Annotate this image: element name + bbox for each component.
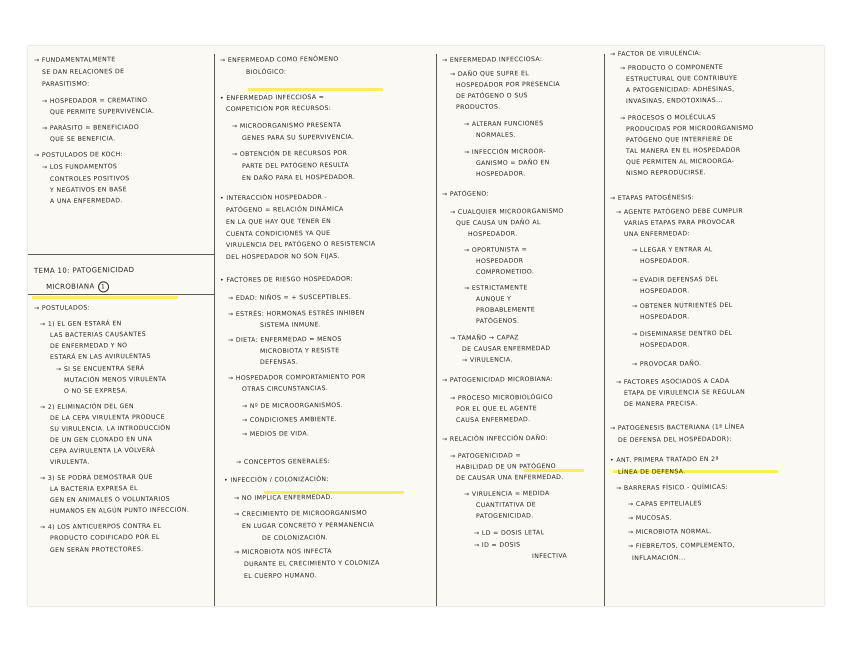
note-line: → INFECCIÓN MICROOR- [463, 148, 546, 156]
note-line: → LD = DOSIS LETAL [473, 529, 545, 537]
note-line: CUANTITATIVA DE [475, 501, 536, 509]
note-line: → POSTULADOS: [33, 304, 91, 312]
note-line: → MUCOSAS. [627, 514, 672, 522]
note-line: VARIAS ETAPAS PARA PROVOCAR [623, 218, 736, 227]
note-line: → DIETA: ENFERMEDAD = MENOS [227, 335, 342, 344]
note-line: CAUSA ENFERMEDAD. [455, 416, 531, 424]
note-line: → FACTORES ASOCIADOS A CADA [615, 377, 730, 386]
note-line: → PATÓGENO: [441, 190, 489, 198]
column-divider [604, 54, 605, 606]
note-line: • FACTORES DE RIESGO HOSPEDADOR: [219, 275, 354, 284]
note-line: → PATOGENICIDAD MICROBIANA: [441, 375, 554, 384]
note-line: → OBTENCIÓN DE RECURSOS POR [231, 149, 348, 158]
note-line: DE CAUSAR UNA ENFERMEDAD. [455, 473, 564, 482]
note-line: POR EL QUE EL AGENTE [455, 405, 537, 413]
note-line: HOSPEDADOR POR PRESENCIA [455, 80, 560, 89]
note-line: COMPETICIÓN POR RECURSOS: [225, 104, 332, 113]
note-line: HOSPEDADOR. [467, 230, 518, 238]
note-line: AUNQUE Y [475, 295, 512, 303]
note-line: PRODUCTOS. [455, 103, 501, 111]
note-line: EN DAÑO PARA EL HOSPEDADOR. [241, 173, 356, 182]
note-line: PROBABLEMENTE [475, 306, 536, 314]
note-line: → HOSPEDADOR = CREMATINO [41, 96, 148, 105]
note-line: LÍNEA DE DEFENSA. [617, 468, 686, 476]
note-line: → PROCESO MICROBIOLÓGICO [449, 393, 554, 402]
note-line: HOSPEDADOR [475, 257, 524, 265]
topic-title: MICROBIANA 1 [46, 281, 109, 293]
note-line: → POSTULADOS DE KOCH: [33, 151, 124, 159]
note-line: HOSPEDADOR. [475, 170, 526, 178]
note-line: → ENFERMEDAD INFECCIOSA: [441, 55, 543, 64]
note-line: VIRULENCIA DEL PATÓGENO O RESISTENCIA [225, 240, 376, 249]
note-line: QUE SE BENEFICIA. [49, 135, 116, 143]
note-line: Y NEGATIVOS EN BASE [49, 186, 127, 194]
note-line: HOSPEDADOR. [639, 341, 690, 349]
note-line: QUE PERMITEN AL MICROORGA- [625, 157, 735, 166]
note-line: PATÓGENO QUE INTERFIERE DE [625, 135, 733, 144]
note-line: DE CAUSAR ENFERMEDAD [461, 345, 551, 353]
note-line: PARTE DEL PATÓGENO RESULTA [241, 161, 350, 170]
note-line: → CAPAS EPITELIALES [627, 500, 702, 508]
note-line: → ID = DOSIS [473, 541, 521, 549]
note-line: • INTERACCIÓN HOSPEDADOR - [219, 193, 328, 202]
note-line: ESTRUCTURAL QUE CONTRIBUYE [625, 74, 738, 83]
note-line: → CRECIMIENTO DE MICROORGANISMO [233, 509, 368, 518]
section-divider [28, 294, 214, 295]
circled-number: 1 [98, 281, 109, 292]
note-line: O NO SE EXPRESA. [63, 387, 128, 395]
note-line: → EVADIR DEFENSAS DEL [631, 276, 719, 284]
column-divider [436, 54, 437, 606]
note-line: ESTARÁ EN LAS AVIRULENTAS [49, 352, 151, 361]
note-line: EL CUERPO HUMANO. [243, 572, 317, 580]
note-line: → CONCEPTOS GENERALES: [235, 458, 331, 466]
note-line: → PATOGENICIDAD = [449, 452, 522, 460]
note-line: • ANT. PRIMERA TRATADO EN 2ª [609, 455, 719, 464]
note-line: → MICROBIOTA NOS INFECTA [233, 547, 332, 556]
note-line: EN LA QUE HAY QUE TENER EN [225, 217, 332, 226]
note-line: → RELACIÓN INFECCIÓN DAÑO: [441, 434, 549, 443]
note-line: → FACTOR DE VIRULENCIA: [609, 50, 702, 58]
note-line: → PROCESOS O MOLÉCULAS [619, 113, 716, 122]
note-line: → Nº DE MICROORGANISMOS. [241, 401, 344, 410]
note-line: → ESTRÉS: HORMONAS ESTRÉS INHIBEN [227, 309, 365, 318]
note-line: PARASITISMO: [41, 80, 90, 88]
note-line: → HOSPEDADOR COMPORTAMIENTO POR [227, 373, 366, 382]
note-line: PATÓGENO = RELACIÓN DINÁMICA [225, 205, 344, 214]
note-line: UNA ENFERMEDAD: [623, 230, 690, 238]
note-line: CONTROLES POSITIVOS [49, 175, 130, 183]
note-line: GANISMO = DAÑO EN [475, 159, 550, 167]
note-line: LAS BACTERIAS CAUSANTES [49, 330, 147, 339]
note-line: HOSPEDADOR. [639, 313, 690, 321]
note-line: → AGENTE PATÓGENO DEBE CUMPLIR [615, 207, 744, 216]
note-line: INVASINAS, ENDOTOXINAS... [625, 96, 723, 105]
note-line: HABILIDAD DE UN PATÓGENO [455, 462, 557, 471]
highlight [248, 88, 383, 91]
note-line: DE COLONIZACIÓN. [261, 534, 329, 542]
note-line: • ENFERMEDAD INFECCIOSA = [219, 93, 325, 102]
note-line: QUE CAUSA UN DAÑO AL [455, 219, 541, 227]
note-line: NORMALES. [475, 131, 516, 139]
note-line: CEPA AVIRULENTA LA VOLVERÁ [49, 446, 156, 455]
note-line: DE ENFERMEDAD Y NO [49, 342, 128, 350]
note-line: DE MANERA PRECISA. [623, 400, 698, 408]
note-line: GEN SERÁN PROTECTORES. [49, 546, 144, 554]
note-line: → FUNDAMENTALMENTE [33, 56, 116, 64]
note-line: → PATOGÉNESIS BACTERIANA (1ª LÍNEA [609, 423, 745, 432]
note-line: • INFECCIÓN / COLONIZACIÓN: [223, 475, 329, 484]
note-line: TAL MANERA EN EL HOSPEDADOR [625, 146, 741, 155]
note-line: HUMANOS EN ALGÚN PUNTO INFECCIÓN. [49, 506, 190, 515]
note-line: → MEDIOS DE VIDA. [241, 430, 310, 438]
note-line: A PATOGENICIDAD: ADHESINAS, [625, 85, 735, 94]
note-line: PRODUCIDAS POR MICROORGANISMO [625, 124, 754, 133]
note-line: → PROVOCAR DAÑO. [631, 360, 702, 368]
note-line: HOSPEDADOR. [639, 287, 690, 295]
note-line: LA BACTERIA EXPRESA EL [49, 485, 138, 493]
note-line: → DISEMINARSE DENTRO DEL [631, 329, 733, 338]
note-line: NISMO REPRODUCIRSE. [625, 169, 706, 177]
note-line: MICROBIOTA Y RESISTE [259, 347, 340, 355]
note-line: DE LA CEPA VIRULENTA PRODUCE [49, 413, 165, 422]
note-line: → VIRULENCIA = MEDIDA [463, 490, 550, 498]
note-line: DE PATÓGENO O SUS [455, 92, 528, 100]
note-line: A UNA ENFERMEDAD. [49, 197, 123, 205]
note-line: COMPROMETIDO. [475, 268, 535, 276]
notes-page [28, 46, 824, 606]
note-line: → ESTRICTAMENTE [463, 284, 528, 292]
note-line: GENES PARA SU SUPERVIVENCIA. [241, 133, 355, 142]
note-line: PATÓGENOS. [475, 317, 520, 325]
note-line: → BARRERAS FÍSICO - QUÍMICAS: [615, 483, 728, 492]
highlight [32, 296, 178, 299]
note-line: CUENTA CONDICIONES YA QUE [225, 229, 331, 238]
note-line: MUTACIÓN MENOS VIRULENTA [63, 375, 167, 384]
note-line: DEFENSAS. [259, 358, 299, 366]
note-line: PRODUCTO CODIFICADO POR EL [49, 533, 160, 542]
note-line: → 3) SE PODRÁ DEMOSTRAR QUE [39, 473, 153, 482]
note-line: DE UN GEN CLONADO EN UNA [49, 435, 153, 444]
note-line: GEN EN ANIMALES O VOLUNTARIOS [49, 495, 171, 504]
note-line: → ETAPAS PATOGÉNESIS: [609, 194, 695, 202]
note-line: DE DEFENSA DEL HOSPEDADOR): [617, 435, 732, 444]
note-line: → EDAD: NIÑOS = + SUSCEPTIBLES. [227, 293, 352, 302]
note-line: → CONDICIONES AMBIENTE. [241, 416, 337, 424]
note-line: → VIRULENCIA. [461, 356, 513, 364]
note-line: → PARÁSITO = BENEFICIADO [41, 123, 140, 132]
note-line: SISTEMA INMUNE. [259, 321, 322, 329]
note-line: → MICROBIOTA NORMAL. [627, 528, 713, 536]
note-line: → NO IMPLICA ENFERMEDAD. [233, 493, 333, 502]
note-line: → MICROORGANISMO PRESENTA [231, 121, 342, 130]
note-line: INFECTIVA [531, 552, 568, 560]
note-line: ETAPA DE VIRULENCIA SE REGULAN [623, 388, 746, 397]
note-line: VIRULENTA. [49, 458, 90, 466]
note-line: HOSPEDADOR. [639, 257, 690, 265]
note-line: → 2) ELIMINACIÓN DEL GEN [39, 403, 135, 411]
note-line: → CUALQUIER MICROORGANISMO [449, 207, 564, 216]
note-line: → ENFERMEDAD COMO FENÓMENO [219, 55, 339, 64]
note-line: OTRAS CIRCUNSTANCIAS. [241, 385, 329, 393]
topic-title: TEMA 10: PATOGENICIDAD [33, 265, 135, 275]
note-line: → LOS FUNDAMENTOS [41, 163, 118, 171]
note-line: → SI SE ENCUENTRA SERÁ [55, 365, 145, 373]
column-divider [214, 54, 215, 606]
note-line: EN LUGAR CONCRETO Y PERMANENCIA [241, 521, 375, 530]
note-line: → OBTENER NUTRIENTES DEL [631, 301, 733, 310]
note-line: DURANTE EL CRECIMIENTO Y COLONIZA [243, 559, 380, 568]
note-line: → TAMAÑO → CAPAZ [449, 334, 519, 342]
note-line: → DAÑO QUE SUFRE EL [449, 70, 530, 78]
note-line: → LLEGAR Y ENTRAR AL [631, 246, 713, 254]
note-line: → FIEBRE/TOS, COMPLEMENTO, [627, 541, 735, 550]
note-line: → 4) LOS ANTICUERPOS CONTRA EL [39, 522, 162, 531]
note-line: → PRODUCTO O COMPONENTE [619, 63, 724, 72]
note-line: SE DAN RELACIONES DE [41, 68, 125, 76]
note-line: → OPORTUNISTA = [463, 246, 528, 254]
note-line: PATOGENICIDAD. [475, 512, 534, 520]
note-line: INFLAMACIÓN... [631, 554, 686, 562]
note-line: QUE PERMITE SUPERVIVENCIA. [49, 107, 155, 116]
note-line: → ALTERAN FUNCIONES [463, 120, 544, 128]
section-divider [28, 254, 214, 255]
note-line: DEL HOSPEDADOR NO SON FIJAS. [225, 252, 340, 261]
note-line: BIOLÓGICO: [245, 68, 287, 76]
note-line: → 1) EL GEN ESTARÁ EN [39, 320, 122, 328]
note-line: SU VIRULENCIA. LA INTRODUCCIÓN [49, 424, 171, 433]
